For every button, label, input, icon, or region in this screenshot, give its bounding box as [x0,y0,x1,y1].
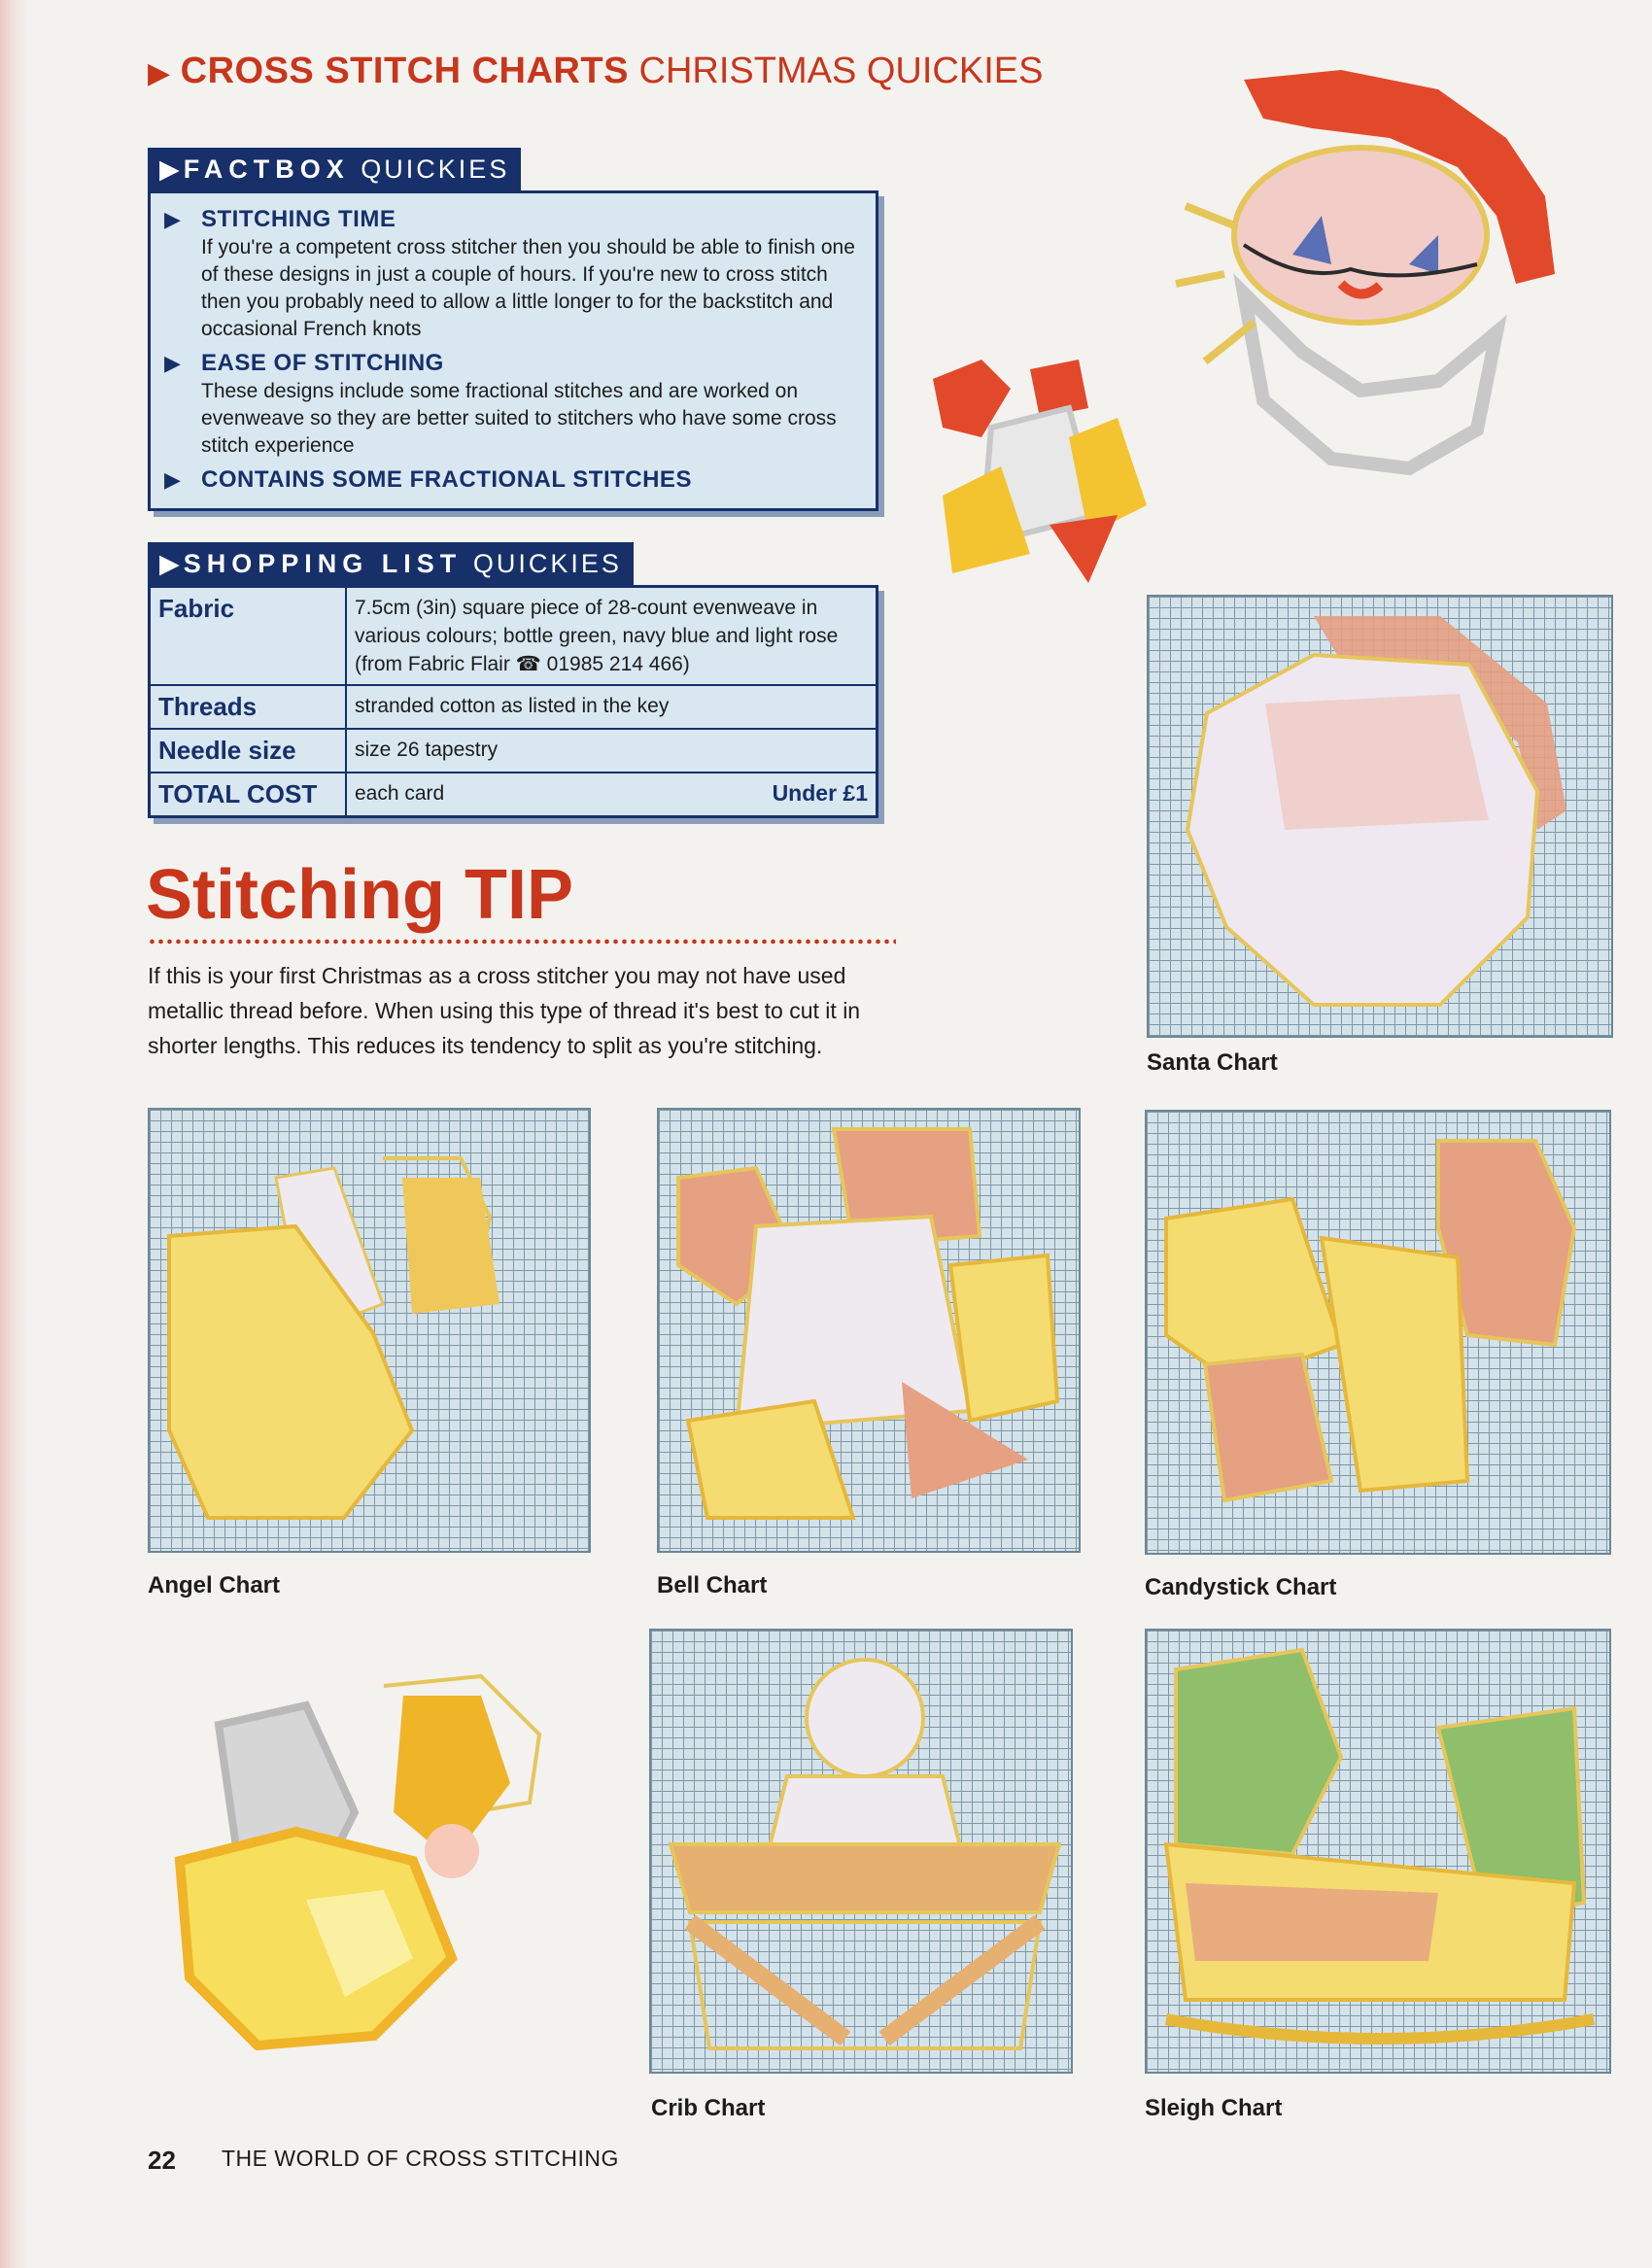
shopping-row-key: Needle size [158,736,296,765]
angel-illustration [160,1667,578,2075]
bell-chart-motif [659,1110,1081,1553]
factbox-body [148,190,878,511]
shopping-body [148,585,878,818]
bell-chart [657,1108,1081,1553]
angel-chart-caption: Angel Chart [148,1572,281,1598]
total-cost-value [345,773,876,815]
candystick-chart-caption: Candystick Chart [1145,1574,1337,1600]
sleigh-chart-caption: Sleigh Chart [1145,2095,1283,2121]
tab-arrow-icon: ▶ [159,549,184,578]
crib-chart-motif [651,1631,1073,2074]
factbox-item-text: If you're a competent cross stitcher then you should be able to finish one of these designs in just a couple of hours. If you're new to cross stitch then you probably need to allow a little longer to for the backstitch and occasional French knots [201,236,855,340]
shopping-row-value: stranded cotton as listed in the key [345,686,876,728]
page-number: 22 [148,2146,176,2175]
factbox-item-heading: STITCHING TIME [201,206,396,232]
sleigh-chart [1145,1629,1611,2074]
dotted-divider [148,939,896,945]
factbox-tab-subtitle: QUICKIES [361,155,510,184]
bell-chart-caption: Bell Chart [657,1572,768,1598]
bells-illustration [923,350,1156,593]
bullet-arrow-icon: ▶ [164,467,181,492]
factbox-item-heading: EASE OF STITCHING [201,350,444,376]
shopping-row [151,730,876,773]
santa-chart [1147,595,1613,1038]
shopping-row-key: Fabric [158,594,235,623]
factbox [148,148,878,511]
factbox-item-heading: CONTAINS SOME FRACTIONAL STITCHES [201,466,692,493]
stitching-tip-title [146,855,573,935]
factbox-item [151,349,856,460]
candystick-chart [1145,1110,1611,1555]
shopping-row-value: 7.5cm (3in) square piece of 28-count evenweave in various colours; bottle green, navy blue and light rose (from Fabric Flair ☎ 01985 214 466) [345,588,876,684]
shopping-total-row [151,773,876,815]
page-spine-shadow [0,0,29,2268]
tip-title-tip: TIP [464,856,573,934]
tab-arrow-icon: ▶ [159,155,184,184]
total-cost-label: TOTAL COST [158,779,318,808]
shopping-tab-title: SHOPPING LIST [183,549,463,578]
header-title-subtitle: CHRISTMAS QUICKIES [638,51,1044,91]
santa-chart-caption: Santa Chart [1147,1049,1278,1076]
bullet-arrow-icon: ▶ [164,351,181,375]
candystick-chart-motif [1147,1112,1611,1555]
shopping-tab [148,542,634,585]
tip-title-word: Stitching [146,856,465,934]
factbox-tab-title: FACTBOX [183,155,350,184]
header-arrow-icon: ▶ [148,57,171,89]
factbox-item [151,205,856,343]
factbox-tab [148,148,521,190]
bullet-arrow-icon: ▶ [164,207,181,231]
header-title-bold: CROSS STITCH CHARTS [180,51,629,91]
total-cost-note: each card [355,782,445,805]
santa-illustration [1147,60,1613,507]
factbox-item-text: These designs include some fractional stitches and are worked on evenweave so they are better suited to stitchers who have some cross stitch experience [201,380,837,457]
tip-text: If this is your first Christmas as a cross stitcher you may not have used metallic thread before. When using this type of thread it's best to cut it in shorter lengths. This reduces its tendency to split as you're stitching. [148,963,861,1058]
crib-chart [649,1629,1073,2074]
shopping-tab-subtitle: QUICKIES [472,549,622,578]
angel-chart-motif [150,1110,591,1553]
factbox-item [151,465,856,495]
total-cost-amount: Under £1 [772,780,868,806]
santa-chart-motif [1149,597,1613,1038]
shopping-row [151,588,876,686]
shopping-row-value: size 26 tapestry [345,730,876,772]
section-header [148,51,1043,92]
shopping-row-key: Threads [158,692,258,721]
shopping-row [151,686,876,730]
angel-chart [148,1108,591,1553]
magazine-name: THE WORLD OF CROSS STITCHING [222,2146,619,2171]
crib-chart-caption: Crib Chart [651,2095,766,2121]
sleigh-chart-motif [1147,1631,1611,2074]
shopping-list [148,542,878,818]
